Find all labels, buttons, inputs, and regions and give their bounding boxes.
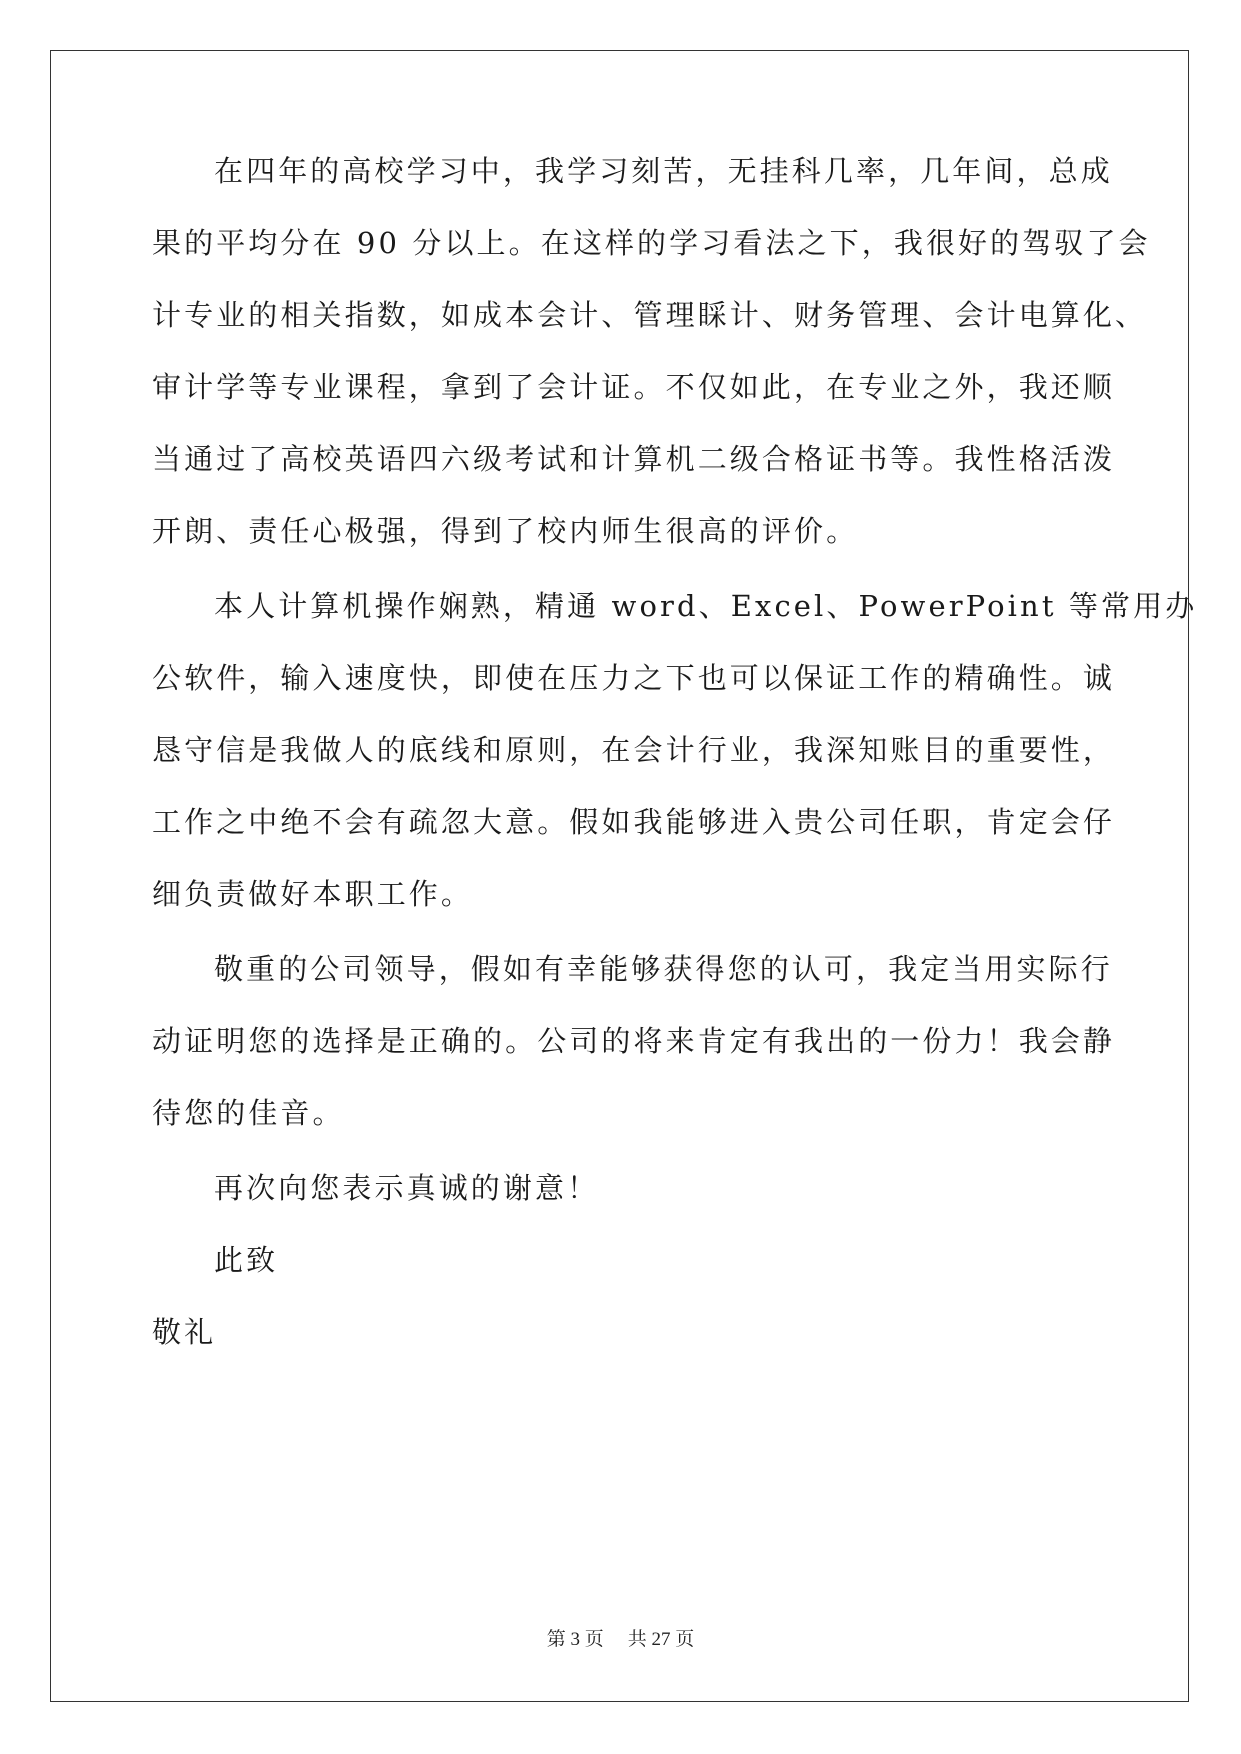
paragraph-2-line-3: 恳守信是我做人的底线和原则，在会计行业，我深知账目的重要性，	[152, 733, 1116, 767]
paragraph-2-line-5: 细负责做好本职工作。	[152, 877, 474, 911]
paragraph-1-line-4: 审计学等专业课程，拿到了会计证。不仅如此，在专业之外，我还顺	[152, 370, 1116, 404]
page-footer	[0, 1628, 1241, 1652]
paragraph-3-line-2: 动证明您的选择是正确的。公司的将来肯定有我出的一份力！我会静	[152, 1024, 1116, 1058]
paragraph-1-line-2: 果的平均分在 90 分以上。在这样的学习看法之下，我很好的驾驭了会	[152, 226, 1151, 260]
paragraph-2-line-4: 工作之中绝不会有疏忽大意。假如我能够进入贵公司任职，肯定会仔	[152, 805, 1116, 839]
total-page-count: 共 27 页	[627, 1629, 695, 1650]
paragraph-2-line-2: 公软件，输入速度快，即使在压力之下也可以保证工作的精确性。诚	[152, 661, 1116, 695]
paragraph-3-line-3: 待您的佳音。	[152, 1096, 345, 1130]
current-page-number: 第 3 页	[546, 1629, 604, 1650]
salutation-text: 敬礼	[152, 1315, 217, 1349]
closing-text: 此致	[214, 1243, 279, 1277]
paragraph-1-line-5: 当通过了高校英语四六级考试和计算机二级合格证书等。我性格活泼	[152, 442, 1116, 476]
paragraph-3-line-1: 敬重的公司领导，假如有幸能够获得您的认可，我定当用实际行	[214, 952, 1113, 986]
paragraph-1-line-3: 计专业的相关指数，如成本会计、管理睬计、财务管理、会计电算化、	[152, 298, 1148, 332]
paragraph-4-line-1: 再次向您表示真诚的谢意！	[214, 1171, 600, 1205]
paragraph-2-line-1: 本人计算机操作娴熟，精通 word、Excel、PowerPoint 等常用办	[214, 589, 1198, 623]
paragraph-1-line-1: 在四年的高校学习中，我学习刻苦，无挂科几率，几年间，总成	[214, 154, 1113, 188]
paragraph-1-line-6: 开朗、责任心极强，得到了校内师生很高的评价。	[152, 514, 859, 548]
